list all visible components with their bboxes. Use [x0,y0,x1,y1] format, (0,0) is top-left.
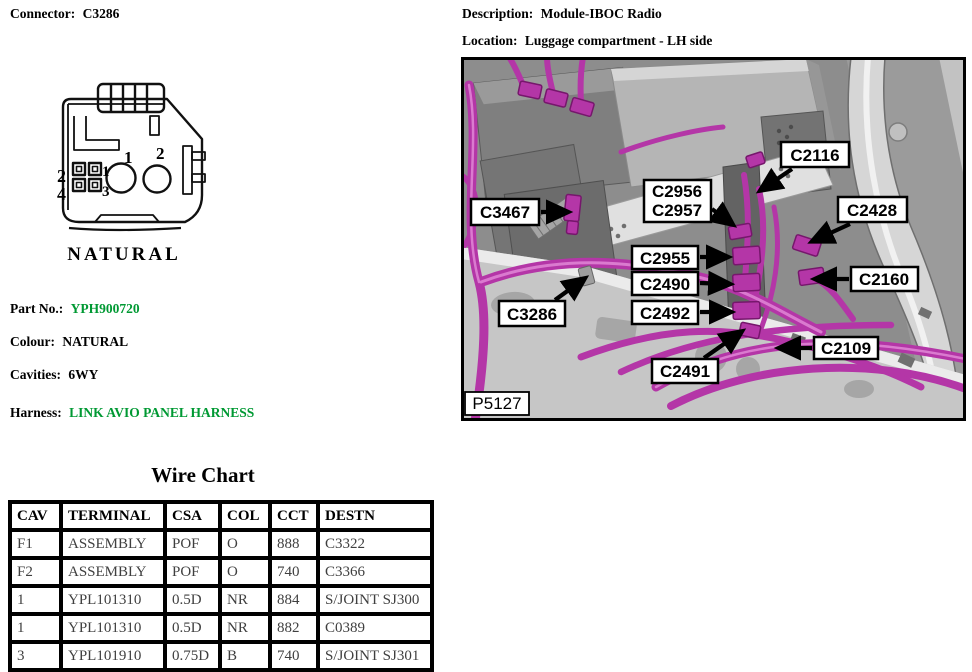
cell-cav: F1 [10,530,61,558]
bolt [889,123,907,141]
cell-terminal: YPL101310 [61,586,165,614]
cavity-1-circle [107,164,136,193]
pin-label-2: 2 [57,166,66,186]
cell-cct: 740 [270,558,318,586]
cell-col: O [220,530,270,558]
callout-c2428: C2428 [846,201,898,220]
small-cavity-squares [73,163,101,191]
cell-terminal: YPL101910 [61,642,165,670]
location-value: Luggage compartment - LH side [524,33,713,48]
colour-value: NATURAL [62,334,129,349]
callout-c2490: C2490 [639,275,691,294]
table-row [10,530,432,558]
colour-label: Colour: [10,334,55,349]
cell-csa: 0.5D [165,614,220,642]
table-row [10,642,432,670]
cell-col: NR [220,614,270,642]
col-header-cav: CAV [10,502,61,530]
cell-col: O [220,558,270,586]
part-no-label: Part No.: [10,301,64,316]
cell-destn: S/JOINT SJ300 [318,586,432,614]
pin-label-3-small: 3 [102,184,110,200]
callout-c2116: C2116 [790,146,840,165]
pin-label-1-small: 1 [102,164,110,180]
connector-face-diagram [55,82,230,242]
wire-chart-header-row [10,502,432,530]
colour-line [10,334,128,350]
cell-col: NR [220,586,270,614]
wire-chart-title: Wire Chart [151,463,255,487]
table-row [10,558,432,586]
cell-destn: C3366 [318,558,432,586]
cell-csa: POF [165,530,220,558]
connector-housing [63,99,202,222]
description-line [462,6,662,22]
callout-c2491: C2491 [659,362,711,381]
part-no-value: YPH900720 [70,301,140,316]
location-line [462,33,712,49]
cell-cav: 3 [10,642,61,670]
cell-cav: F2 [10,558,61,586]
cavities-label: Cavities: [10,367,61,382]
table-row [10,586,432,614]
cell-csa: POF [165,558,220,586]
callout-c3286: C3286 [506,305,558,324]
cell-destn: C0389 [318,614,432,642]
cavities-line [10,367,98,383]
cell-cav: 1 [10,586,61,614]
connector-label: Connector: [10,6,76,21]
callout-c2956: C2956 [651,182,703,201]
pin-label-4: 4 [57,184,66,204]
col-header-cct: CCT [270,502,318,530]
cell-cct: 884 [270,586,318,614]
harness-line [10,405,254,421]
callout-c2957: C2957 [651,201,703,220]
description-value: Module-IBOC Radio [540,6,662,21]
cell-cct: 740 [270,642,318,670]
part-no-line [10,301,140,317]
callout-c2109: C2109 [820,339,872,358]
cell-terminal: YPL101310 [61,614,165,642]
cell-destn: C3322 [318,530,432,558]
cell-col: B [220,642,270,670]
figure-id: P5127 [472,394,522,413]
col-header-col: COL [220,502,270,530]
table-row [10,614,432,642]
location-label: Location: [462,33,518,48]
cell-terminal: ASSEMBLY [61,530,165,558]
cell-csa: 0.5D [165,586,220,614]
harness-value: LINK AVIO PANEL HARNESS [69,405,255,420]
cell-destn: S/JOINT SJ301 [318,642,432,670]
callout-c2160: C2160 [858,270,910,289]
harness-label: Harness: [10,405,62,420]
cell-cct: 882 [270,614,318,642]
cavity-2-number: 2 [156,144,165,163]
callout-c3467: C3467 [479,203,531,222]
location-photo [461,57,966,421]
connector-colour-stencil: NATURAL [67,244,181,265]
callout-c2492: C2492 [639,304,691,323]
col-header-destn: DESTN [318,502,432,530]
wire-chart-table [8,500,434,672]
cell-csa: 0.75D [165,642,220,670]
callout-c2955: C2955 [639,249,691,268]
col-header-csa: CSA [165,502,220,530]
connector-value: C3286 [82,6,120,21]
connector-header [10,6,119,22]
cell-terminal: ASSEMBLY [61,558,165,586]
cavities-value: 6WY [68,367,99,382]
cell-cct: 888 [270,530,318,558]
cavity-2-circle [144,166,171,193]
cavity-1-number: 1 [124,148,133,167]
cell-cav: 1 [10,614,61,642]
description-label: Description: [462,6,534,21]
col-header-terminal: TERMINAL [61,502,165,530]
